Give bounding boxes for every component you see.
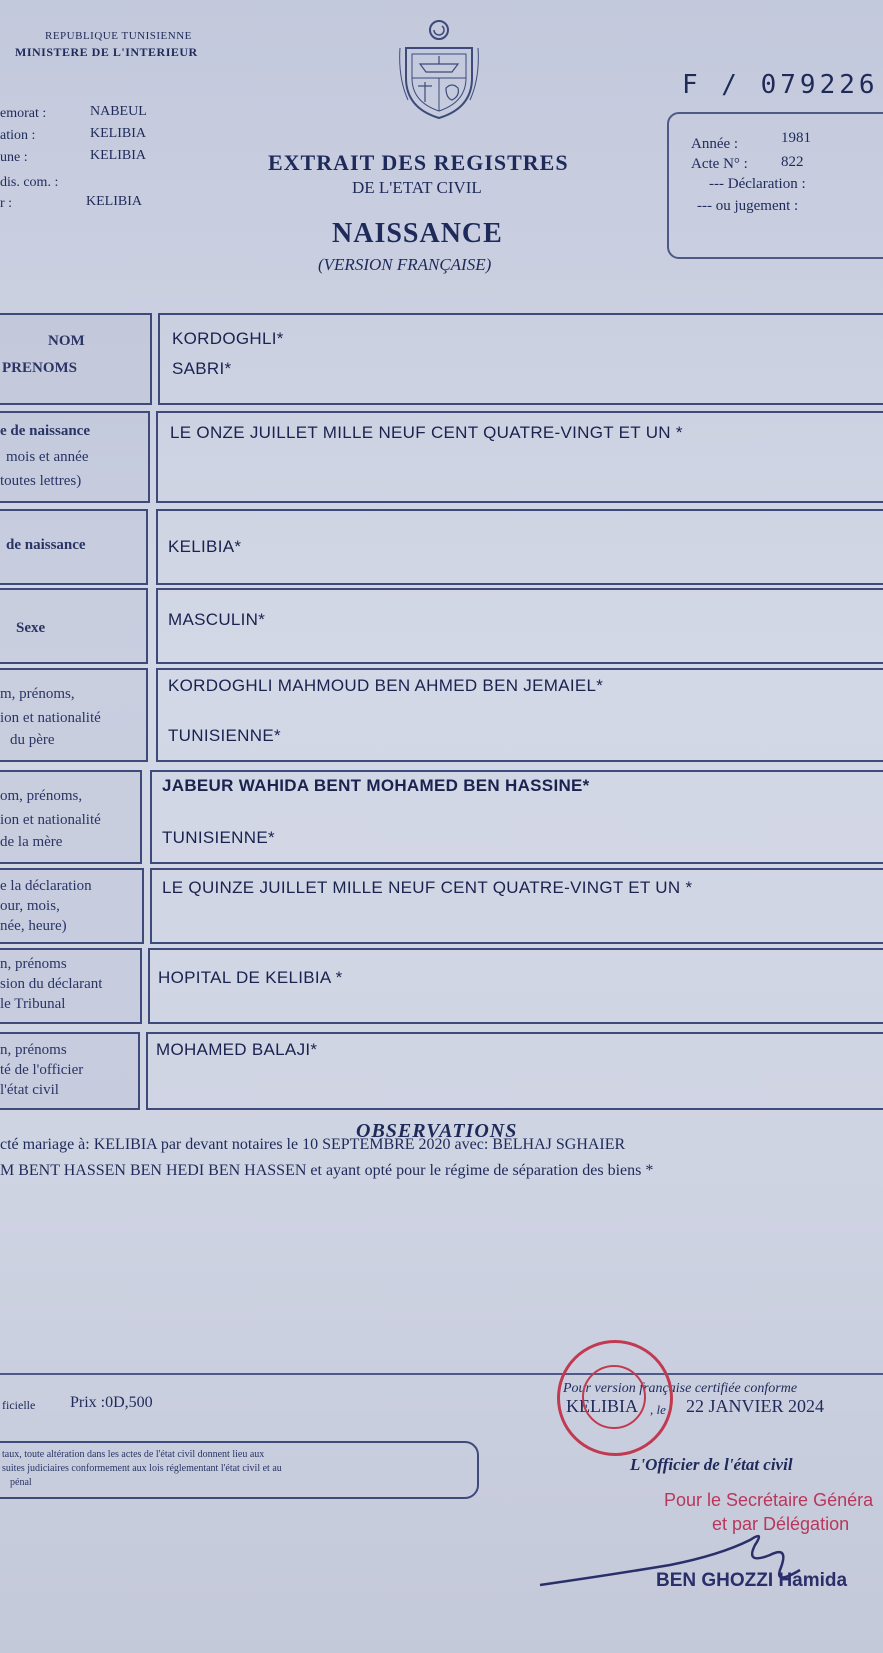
field-label: toutes lettres)	[0, 473, 82, 489]
act-info-box	[667, 112, 883, 259]
field-value-box	[150, 770, 883, 864]
field-label: née, heure)	[0, 918, 67, 934]
version-label: (VERSION FRANÇAISE)	[318, 255, 492, 274]
location-value: KELIBIA	[86, 194, 142, 209]
field-label: ion et nationalité	[0, 710, 101, 726]
document-type: NAISSANCE	[332, 218, 503, 249]
declarant-value: HOPITAL DE KELIBIA *	[158, 968, 343, 987]
location-label: dis. com. :	[0, 175, 59, 190]
field-label-box	[0, 313, 152, 405]
field-label: om, prénoms,	[0, 788, 83, 804]
field-value-box	[156, 411, 883, 503]
sex-value: MASCULIN*	[168, 610, 266, 629]
observations-line: M BENT HASSEN BEN HEDI BEN HASSEN et ayant opté pour le régime de séparation des biens *	[0, 1162, 654, 1179]
field-label: Sexe	[16, 620, 46, 636]
field-label: e de naissance	[0, 423, 90, 439]
field-label: our, mois,	[0, 898, 60, 914]
certified-label: Pour version française certifiée conforme	[563, 1381, 798, 1396]
location-label: une :	[0, 150, 28, 165]
field-label: NOM	[48, 333, 85, 349]
mother-nationality-value: TUNISIENNE*	[162, 828, 275, 847]
acte-value: 822	[781, 154, 804, 170]
issue-date: 22 JANVIER 2024	[686, 1396, 824, 1416]
field-label-box	[0, 868, 144, 944]
field-value-box	[156, 588, 883, 664]
field-label: n, prénoms	[0, 956, 67, 972]
field-label-box	[0, 588, 148, 664]
coat-of-arms-emblem	[398, 18, 480, 120]
field-label: té de l'officier	[0, 1062, 84, 1078]
field-label: e la déclaration	[0, 878, 92, 894]
price-label: Prix :0D,500	[70, 1394, 153, 1411]
birth-place-value: KELIBIA*	[168, 537, 242, 556]
signatory-name: BEN GHOZZI Hamida	[656, 1570, 848, 1591]
field-label: du père	[10, 732, 55, 748]
legal-notice-line: taux, toute altération dans les actes de l'état civil donnent lieu aux	[2, 1449, 265, 1460]
field-label: l'état civil	[0, 1082, 59, 1098]
official-label: ficielle	[2, 1398, 36, 1412]
legal-notice-box	[0, 1441, 479, 1499]
observations-title: OBSERVATIONS	[356, 1120, 518, 1142]
field-label-box	[0, 1032, 140, 1110]
field-label-box	[0, 770, 142, 864]
location-value: KELIBIA	[90, 126, 146, 141]
location-label: r :	[0, 196, 13, 211]
stamp-emblem	[582, 1365, 646, 1429]
field-label: PRENOMS	[2, 360, 77, 376]
annee-label: Année :	[691, 136, 739, 152]
field-value-box	[158, 313, 883, 405]
field-label: sion du déclarant	[0, 976, 103, 992]
declaration-date-value: LE QUINZE JUILLET MILLE NEUF CENT QUATRE-VINGT ET UN *	[162, 878, 693, 897]
given-names-value: SABRI*	[172, 359, 232, 378]
field-label-box	[0, 411, 150, 503]
mother-name-value: JABEUR WAHIDA BENT MOHAMED BEN HASSINE*	[162, 776, 590, 795]
document-title: EXTRAIT DES REGISTRES	[268, 150, 569, 175]
officer-title: L'Officier de l'état civil	[630, 1455, 793, 1474]
annee-value: 1981	[781, 130, 811, 146]
ministry-label: MINISTERE DE L'INTERIEUR	[15, 45, 198, 59]
republic-label: REPUBLIQUE TUNISIENNE	[45, 30, 192, 42]
field-value-box	[146, 1032, 883, 1110]
field-value-box	[156, 509, 883, 585]
field-label: ion et nationalité	[0, 812, 101, 828]
acte-label: Acte N° :	[691, 156, 748, 172]
field-label: m, prénoms,	[0, 686, 75, 702]
field-label: mois et année	[6, 449, 89, 465]
field-value-box	[148, 948, 883, 1024]
issue-city: KELIBIA	[566, 1396, 638, 1416]
surname-value: KORDOGHLI*	[172, 329, 284, 348]
delegation-line: Pour le Secrétaire Généra	[664, 1490, 874, 1510]
field-label: n, prénoms	[0, 1042, 67, 1058]
delegation-line: et par Délégation	[712, 1514, 850, 1534]
footer-divider	[0, 1373, 883, 1375]
serial-number: F / 079226	[682, 70, 879, 100]
location-label: emorat :	[0, 106, 47, 121]
legal-notice-line: suites judiciaires conformement aux lois réglementant l'état civil et au	[2, 1463, 282, 1474]
field-label: de la mère	[0, 834, 63, 850]
field-label-box	[0, 668, 148, 762]
birth-date-value: LE ONZE JUILLET MILLE NEUF CENT QUATRE-VINGT ET UN *	[170, 423, 683, 442]
field-value-box	[156, 668, 883, 762]
field-label-box	[0, 948, 142, 1024]
location-label: ation :	[0, 128, 36, 143]
document-subtitle: DE L'ETAT CIVIL	[352, 178, 482, 197]
issue-date-prefix: , le	[650, 1402, 666, 1417]
legal-notice-line: pénal	[10, 1477, 32, 1488]
field-label: de naissance	[6, 537, 86, 553]
field-label-box	[0, 509, 148, 585]
field-label: le Tribunal	[0, 996, 66, 1012]
field-value-box	[150, 868, 883, 944]
officer-value: MOHAMED BALAJI*	[156, 1040, 318, 1059]
declaration-label: --- Déclaration :	[709, 176, 806, 192]
father-name-value: KORDOGHLI MAHMOUD BEN AHMED BEN JEMAIEL*	[168, 676, 604, 695]
observations-line: cté mariage à: KELIBIA par devant notaires le 10 SEPTEMBRE 2020 avec: BELHAJ SGHAIER	[0, 1136, 626, 1153]
location-value: KELIBIA	[90, 148, 146, 163]
official-stamp	[557, 1340, 673, 1456]
father-nationality-value: TUNISIENNE*	[168, 726, 281, 745]
jugement-label: --- ou jugement :	[697, 198, 799, 214]
location-value: NABEUL	[90, 104, 147, 119]
